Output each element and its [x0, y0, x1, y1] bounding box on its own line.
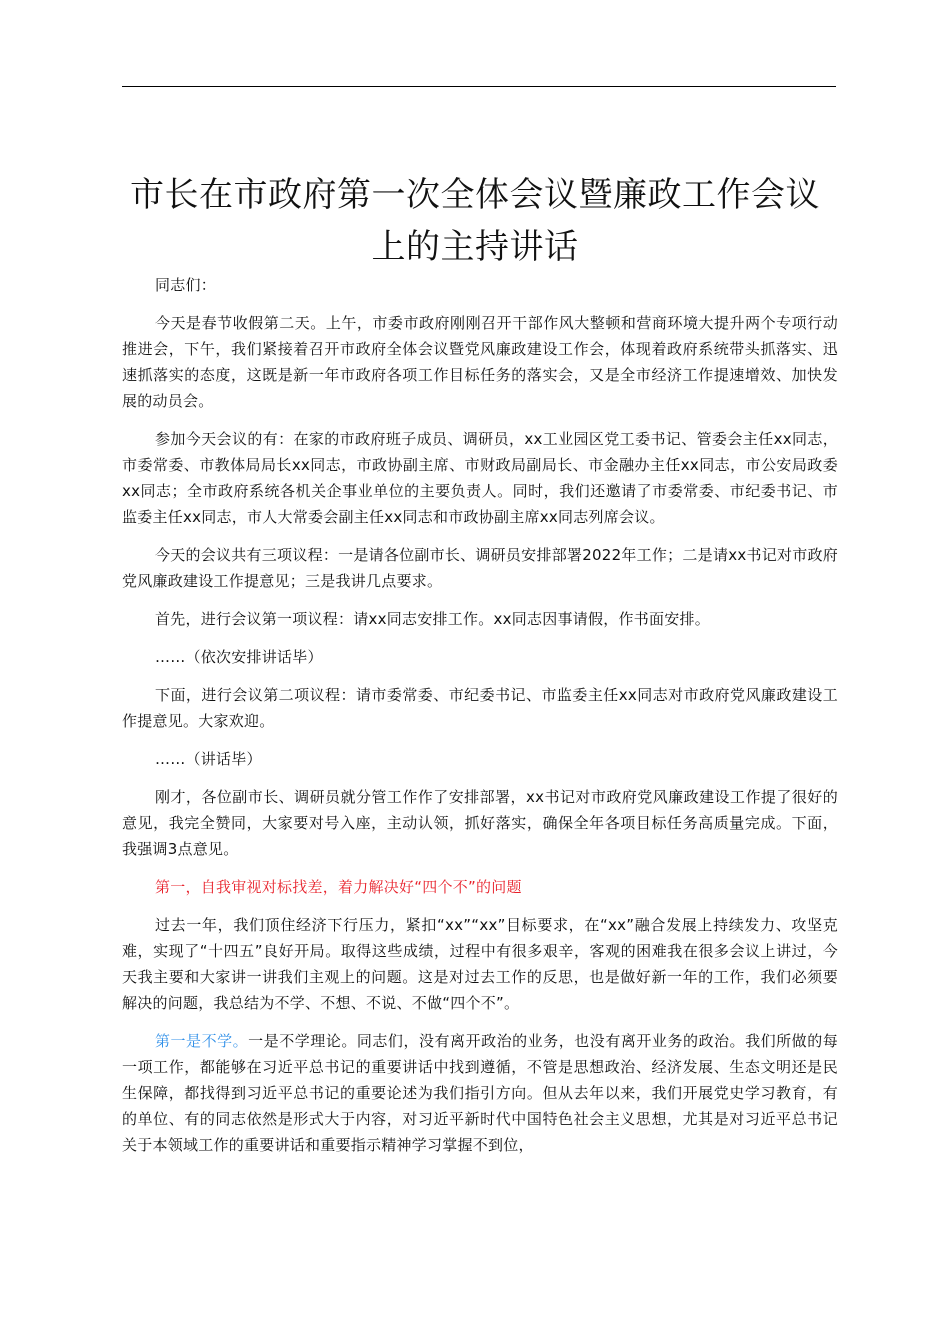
paragraph-6: 下面，进行会议第二项议程：请市委常委、市纪委书记、市监委主任xx同志对市政府党风廉政建设工作提意见。大家欢迎。	[122, 686, 838, 730]
title-line-2: 上的主持讲话	[371, 226, 579, 267]
paragraph-9: 过去一年，我们顶住经济下行压力，紧扣“xx”“xx”目标要求，在“xx”融合发展上持续发力、攻坚克难，实现了“十四五”良好开局。取得这些成绩，过程中有很多艰辛，客观的困难我在很多会议上讲过，今天我主要和大家讲一讲我们主观上的问题。这是对过去工作的反思，也是做好新一年的工作，我们必须要解决的问题，我总结为不学、不想、不说、不做“四个不”。	[122, 916, 838, 1012]
section-heading-1: 第一，自我审视对标找差，着力解决好“四个不”的问题	[155, 878, 522, 896]
paragraph-5: ……（依次安排讲话毕）	[155, 648, 323, 666]
paragraph-4: 首先，进行会议第一项议程：请xx同志安排工作。xx同志因事请假，作书面安排。	[155, 610, 711, 628]
paragraph-10-text: 一是不学理论。同志们，没有离开政治的业务，也没有离开业务的政治。我们所做的每一项工作，都能够在习近平总书记的重要讲话中找到遵循，不管是思想政治、经济发展、生态文明还是民生保障，都找得到习近平总书记的重要论述为我们指引方向。但从去年以来，我们开展党史学习教育，有的单位、有的同志依然是形式大于内容，对习近平新时代中国特色社会主义思想，尤其是对习近平总书记关于本领域工作的重要讲话和重要指示精神学习掌握不到位，	[122, 1032, 838, 1154]
document-title	[100, 169, 850, 273]
paragraph-2: 参加今天会议的有：在家的市政府班子成员、调研员，xx工业园区党工委书记、管委会主任xx同志，市委常委、市教体局局长xx同志，市政协副主席、市财政局副局长、市金融办主任xx同志，市公安局政委xx同志；全市政府系统各机关企事业单位的主要负责人。同时，我们还邀请了市委常委、市纪委书记、市监委主任xx同志，市人大常委会副主任xx同志和市政协副主席xx同志列席会议。	[122, 430, 838, 526]
subheading-1: 第一是不学。	[155, 1032, 249, 1050]
title-line-1: 市长在市政府第一次全体会议暨廉政工作会议	[130, 174, 820, 215]
paragraph-3: 今天的会议共有三项议程：一是请各位副市长、调研员安排部署2022年工作；二是请xx书记对市政府党风廉政建设工作提意见；三是我讲几点要求。	[122, 546, 838, 590]
document-body	[122, 272, 838, 1170]
header-rule	[122, 86, 836, 87]
paragraph-8: 刚才，各位副市长、调研员就分管工作作了安排部署，xx书记对市政府党风廉政建设工作提了很好的意见，我完全赞同，大家要对号入座，主动认领，抓好落实，确保全年各项目标任务高质量完成。下面，我强调3点意见。	[122, 788, 838, 858]
paragraph-10	[122, 1028, 838, 1158]
paragraph-1: 今天是春节收假第二天。上午，市委市政府刚刚召开干部作风大整顿和营商环境大提升两个专项行动推进会，下午，我们紧接着召开市政府全体会议暨党风廉政建设工作会，体现着政府系统带头抓落实、迅速抓落实的态度，这既是新一年市政府各项工作目标任务的落实会，又是全市经济工作提速增效、加快发展的动员会。	[122, 314, 838, 410]
paragraph-7: ……（讲话毕）	[155, 750, 262, 768]
salutation: 同志们：	[155, 276, 217, 294]
